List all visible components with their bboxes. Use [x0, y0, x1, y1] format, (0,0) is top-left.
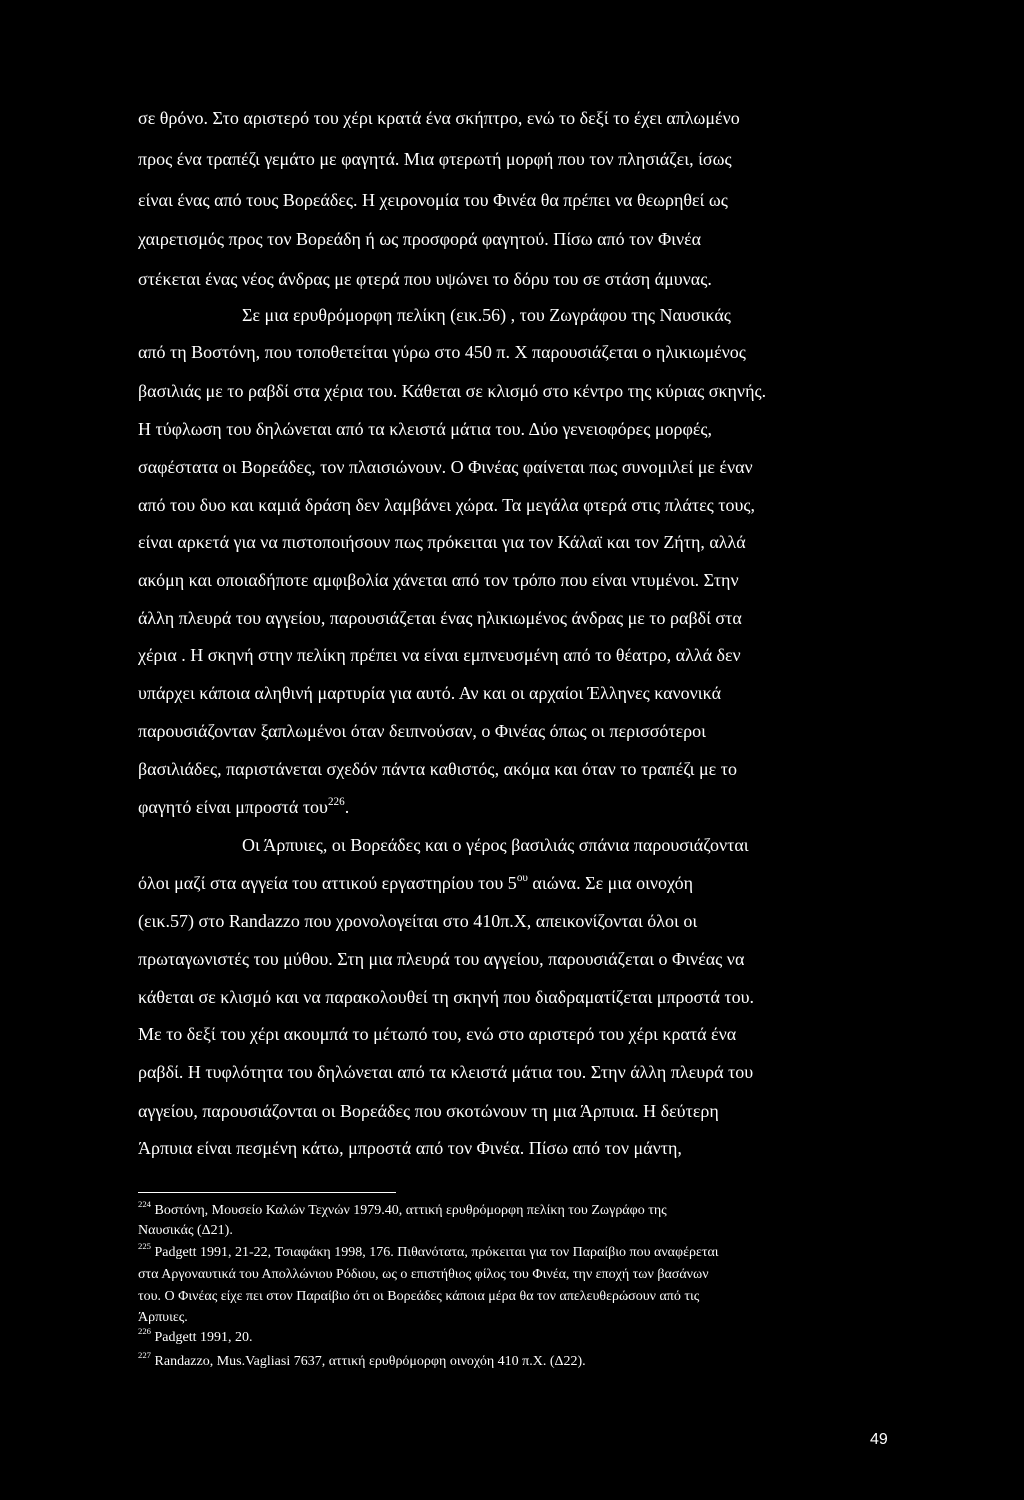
text-line: Η τύφλωση του δηλώνεται από τα κλειστά μάτια του. Δύο γενειοφόρες μορφές,: [138, 419, 713, 439]
text-line: βασιλιάς με το ραβδί στα χέρια του. Κάθεται σε κλισμό στο κέντρο της κύριας σκηνής.: [138, 381, 767, 401]
footnote-text: του. Ο Φινέας είχε πει στον Παραίβιο ότι οι Βορεάδες κάποια μέρα θα τον απελευθερώσουν από τις: [138, 1289, 700, 1304]
footnote-225-cont: [138, 1288, 699, 1305]
text-line: σε θρόνο. Στο αριστερό του χέρι κρατά ένα σκήπτρο, ενώ το δεξί το έχει απλωμένο: [138, 108, 740, 128]
ordinal-suffix: ου: [516, 871, 528, 884]
footnote-text: Padgett 1991, 20.: [154, 1330, 253, 1345]
text-line: [138, 872, 693, 894]
footnote-224-cont: [138, 1222, 233, 1239]
text-line: βασιλιάδες, παριστάνεται σχεδόν πάντα καθιστός, ακόμα και όταν το τραπέζι με το: [138, 759, 737, 779]
footnote-227: [138, 1350, 586, 1370]
text-line: Άρπυια είναι πεσμένη κάτω, μπροστά από τον Φινέα. Πίσω από τον μάντη,: [138, 1138, 682, 1158]
text-line: από τη Βοστόνη, που τοποθετείται γύρω στο 450 π. Χ παρουσιάζεται ο ηλικιωμένος: [138, 342, 746, 362]
text-line: χέρια . Η σκηνή στην πελίκη πρέπει να είναι εμπνευσμένη από το θέατρο, αλλά δεν: [138, 645, 741, 665]
footnote-225-cont: [138, 1266, 709, 1283]
text-line: άλλη πλευρά του αγγείου, παρουσιάζεται ένας ηλικιωμένος άνδρας με το ραβδί στα: [138, 608, 742, 628]
footnote-225: [138, 1241, 719, 1261]
footnote-number: 227: [138, 1350, 152, 1361]
text-line: από του δυο και καμιά δράση δεν λαμβάνει χώρα. Τα μεγάλα φτερά στις πλάτες τους,: [138, 495, 756, 515]
footnote-224: [138, 1199, 667, 1219]
text-line: αγγείου, παρουσιάζονται οι Βορεάδες που σκοτώνουν τη μια Άρπυια. Η δεύτερη: [138, 1101, 719, 1121]
text-line: προς ένα τραπέζι γεμάτο με φαγητά. Μια φτερωτή μορφή που τον πλησιάζει, ίσως: [138, 149, 732, 169]
text-span: αιώνα. Σε μια οινοχόη: [527, 873, 694, 893]
text-line: στέκεται ένας νέος άνδρας με φτερά που υψώνει το δόρυ του σε στάση άμυνας.: [138, 269, 712, 289]
footnote-226: [138, 1326, 253, 1346]
text-line: (εικ.57) στο Randazzo που χρονολογείται στο 410π.Χ, απεικονίζονται όλοι οι: [138, 911, 698, 931]
text-line: Οι Άρπυιες, οι Βορεάδες και ο γέρος βασιλιάς σπάνια παρουσιάζονται: [242, 835, 749, 855]
footnote-number: 224: [138, 1199, 152, 1210]
footnote-ref-226: 226: [327, 795, 345, 808]
text-line: είναι ένας από τους Βορεάδες. Η χειρονομία του Φινέα θα πρέπει να θεωρηθεί ως: [138, 190, 728, 210]
text-line: υπάρχει κάποια αληθινή μαρτυρία για αυτό. Αν και οι αρχαίοι Έλληνες κανονικά: [138, 683, 721, 703]
text-span: όλοι μαζί στα αγγεία του αττικού εργαστηρίου του 5: [138, 873, 517, 893]
text-line: χαιρετισμός προς τον Βορεάδη ή ως προσφορά φαγητού. Πίσω από τον Φινέα: [138, 229, 702, 249]
footnote-text: Randazzo, Mus.Vagliasi 7637, αττική ερυθρόμορφη οινοχόη 410 π.Χ. (Δ22).: [154, 1354, 586, 1369]
footnote-divider: [138, 1192, 396, 1193]
text-line: Με το δεξί του χέρι ακουμπά το μέτωπό του, ενώ στο αριστερό του χέρι κρατά ένα: [138, 1024, 737, 1044]
text-line: Σε μια ερυθρόμορφη πελίκη (εικ.56) , του Ζωγράφου της Ναυσικάς: [242, 305, 731, 325]
page-number: 49: [870, 1431, 888, 1448]
footnote-text: Ναυσικάς (Δ21).: [138, 1223, 233, 1238]
footnote-text: Άρπυιες.: [138, 1310, 188, 1325]
text-line: ραβδί. Η τυφλότητα του δηλώνεται από τα κλειστά μάτια του. Στην άλλη πλευρά του: [138, 1062, 754, 1082]
text-line: πρωταγωνιστές του μύθου. Στη μια πλευρά του αγγείου, παρουσιάζεται ο Φινέας να: [138, 949, 745, 969]
text-line: είναι αρκετά για να πιστοποιήσουν πως πρόκειται για τον Κάλαϊ και τον Ζήτη, αλλά: [138, 532, 746, 552]
text-span: .: [344, 797, 350, 817]
footnote-text: στα Αργοναυτικά του Απολλώνιου Ρόδιου, ως ο επιστήθιος φίλος του Φινέα, την εποχή των βασάνων: [138, 1267, 709, 1282]
text-span: φαγητό είναι μπροστά του: [138, 797, 328, 817]
footnote-text: Padgett 1991, 21-22, Τσιαφάκη 1998, 176. Πιθανότατα, πρόκειται για τον Παραίβιο που αναφέρεται: [154, 1245, 719, 1260]
footnote-number: 225: [138, 1241, 152, 1252]
footnote-number: 226: [138, 1326, 152, 1337]
text-line: παρουσιάζονταν ξαπλωμένοι όταν δειπνούσαν, ο Φινέας όπως οι περισσότεροι: [138, 721, 707, 741]
text-line: ακόμη και οποιαδήποτε αμφιβολία χάνεται από τον τρόπο που είναι ντυμένοι. Στην: [138, 570, 739, 590]
footnote-225-cont: [138, 1309, 188, 1326]
text-line: σαφέστατα οι Βορεάδες, τον πλαισιώνουν. Ο Φινέας φαίνεται πως συνομιλεί με έναν: [138, 457, 753, 477]
footnote-text: Βοστόνη, Μουσείο Καλών Τεχνών 1979.40, αττική ερυθρόμορφη πελίκη του Ζωγράφο της: [154, 1203, 667, 1218]
text-line: [138, 796, 349, 818]
text-line: κάθεται σε κλισμό και να παρακολουθεί τη σκηνή που διαδραματίζεται μπροστά του.: [138, 987, 755, 1007]
